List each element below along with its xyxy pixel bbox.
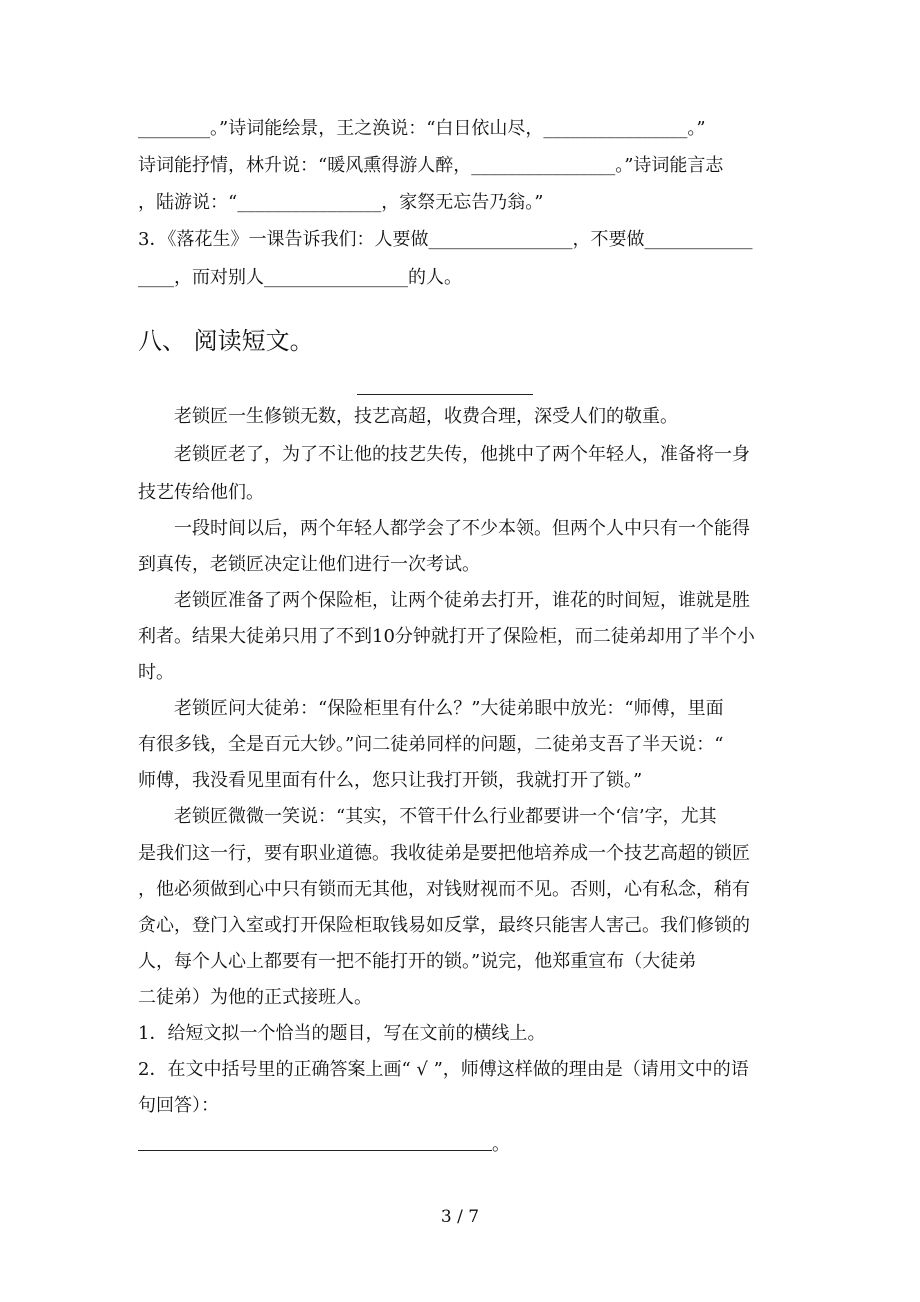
passage-paragraph-6-line-2: 是我们这一行，要有职业道德。我收徒弟是要把他培养成一个技艺高超的锁匠: [138, 843, 750, 864]
passage-title-blank: [357, 394, 533, 395]
passage-paragraph-6-line-5: 人，每个人心上都要有一把不能打开的锁。”说完，他郑重宣布（大徒弟: [138, 951, 697, 972]
poetry-line-3: ，陆游说：“________________，家祭无忘告乃翁。”: [138, 192, 544, 213]
passage-paragraph-3-line-1: 一段时间以后，两个年轻人都学会了不少本领。但两个人中只有一个能得: [174, 518, 750, 539]
passage-paragraph-4-line-1: 老锁匠准备了两个保险柜，让两个徒弟去打开，谁花的时间短，谁就是胜: [174, 590, 750, 611]
passage-paragraph-1: 老锁匠一生修锁无数，技艺高超，收费合理，深受人们的敬重。: [174, 406, 678, 427]
passage-paragraph-2-line-2: 技艺传给他们。: [138, 482, 264, 503]
passage-paragraph-6-line-3: ，他必须做到心中只有锁而无其他，对钱财视而不见。否则，心有私念，稍有: [138, 879, 750, 900]
passage-paragraph-6-line-6: 二徒弟）为他的正式接班人。: [138, 987, 372, 1008]
passage-paragraph-3-line-2: 到真传，老锁匠决定让他们进行一次考试。: [138, 554, 480, 575]
passage-paragraph-4-line-2: 利者。结果大徒弟只用了不到10分钟就打开了保险柜，而二徒弟却用了半个小: [138, 626, 755, 647]
page-number: 3 / 7: [440, 1207, 480, 1227]
passage-paragraph-6-line-1: 老锁匠微微一笑说：“其实，不管干什么行业都要讲一个‘信’字，尤其: [174, 806, 717, 827]
passage-paragraph-5-line-1: 老锁匠问大徒弟：“保险柜里有什么？”大徒弟眼中放光：“师傅，里面: [174, 698, 724, 719]
passage-paragraph-5-line-2: 有很多钱，全是百元大钞。”问二徒弟同样的问题，二徒弟支吾了半天说：“: [138, 734, 724, 755]
reading-question-2-line-1: 2．在文中括号里的正确答案上画“ √ ”，师傅这样做的理由是（请用文中的语: [138, 1059, 749, 1080]
passage-paragraph-2-line-1: 老锁匠老了，为了不让他的技艺失传，他挑中了两个年轻人，准备将一身: [174, 444, 750, 465]
section-title: 八、 阅读短文。: [138, 327, 314, 355]
reading-question-1: 1．给短文拟一个恰当的题目，写在文前的横线上。: [138, 1023, 546, 1044]
question-3-line-2: ____，而对别人________________的人。: [138, 267, 462, 288]
poetry-line-2: 诗词能抒情，林升说：“暖风熏得游人醉，________________。”诗词能言志: [138, 155, 724, 176]
answer-end-mark: 。: [492, 1134, 510, 1155]
question-3-line-1: 3．《落花生》一课告诉我们：人要做________________，不要做____________: [138, 229, 753, 250]
passage-paragraph-6-line-4: 贪心，登门入室或打开保险柜取钱易如反掌，最终只能害人害己。我们修锁的: [138, 915, 750, 936]
answer-blank-line: [138, 1150, 492, 1151]
reading-question-2-line-2: 句回答）：: [138, 1095, 219, 1116]
poetry-line-1: ________。”诗词能绘景，王之涣说：“白日依山尽，________________。”: [138, 118, 706, 139]
passage-paragraph-4-line-3: 时。: [138, 662, 174, 683]
passage-paragraph-5-line-3: 师傅，我没看见里面有什么，您只让我打开锁，我就打开了锁。”: [138, 770, 643, 791]
